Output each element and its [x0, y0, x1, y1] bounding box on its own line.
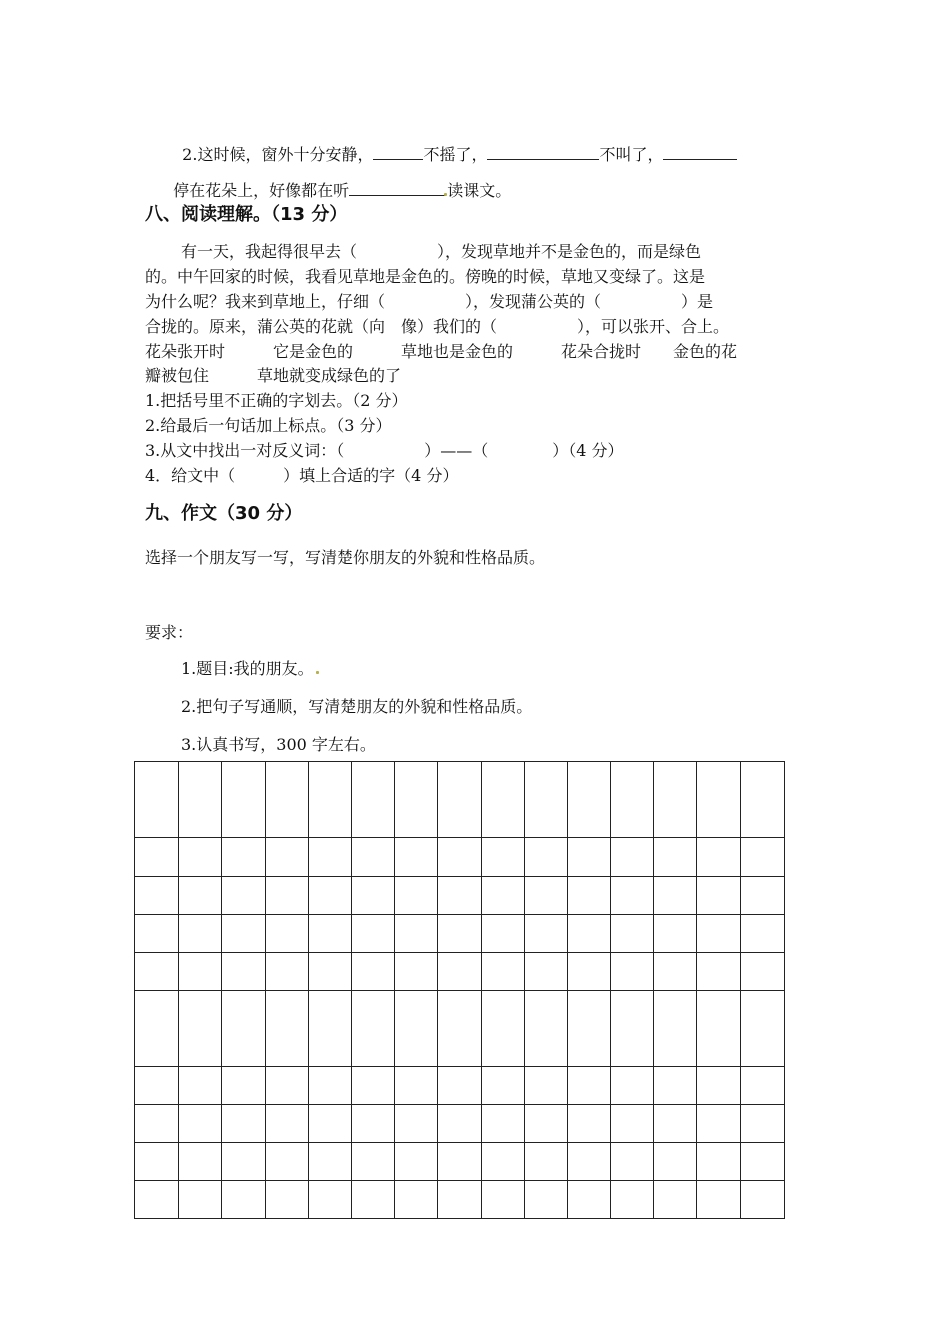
grid-cell[interactable]	[222, 762, 265, 838]
grid-cell[interactable]	[438, 1181, 481, 1219]
q7-line-1-text-c: 不叫了，	[599, 145, 664, 164]
grid-row	[135, 762, 785, 838]
grid-cell[interactable]	[179, 953, 222, 991]
grid-cell[interactable]	[265, 1067, 308, 1105]
grid-cell[interactable]	[179, 1181, 222, 1219]
grid-cell[interactable]	[481, 953, 524, 991]
grid-cell[interactable]	[611, 762, 654, 838]
grid-cell[interactable]	[222, 991, 265, 1067]
grid-cell[interactable]	[611, 1105, 654, 1143]
grid-cell[interactable]	[567, 991, 610, 1067]
writing-grid-body[interactable]	[135, 762, 785, 1219]
grid-cell[interactable]	[438, 953, 481, 991]
grid-cell[interactable]	[222, 1067, 265, 1105]
grid-cell[interactable]	[395, 953, 438, 991]
grid-cell[interactable]	[135, 838, 179, 877]
grid-cell[interactable]	[179, 877, 222, 915]
section-9-title: 九、作文（30 分）	[145, 503, 303, 524]
grid-cell[interactable]	[481, 1143, 524, 1181]
grid-cell[interactable]	[308, 1143, 351, 1181]
grid-cell[interactable]	[308, 838, 351, 877]
grid-cell[interactable]	[697, 762, 740, 838]
grid-cell[interactable]	[351, 1067, 394, 1105]
grid-cell[interactable]	[611, 1067, 654, 1105]
grid-cell[interactable]	[438, 838, 481, 877]
q7-line-1-text-a: 2.这时候，窗外十分安静，	[182, 145, 374, 164]
grid-cell[interactable]	[567, 915, 610, 953]
grid-cell[interactable]	[222, 1143, 265, 1181]
grid-cell[interactable]	[438, 1143, 481, 1181]
grid-cell[interactable]	[308, 953, 351, 991]
grid-cell[interactable]	[351, 1181, 394, 1219]
passage-line-3: 为什么呢？我来到草地上，仔细（ ），发现蒲公英的（ ）是	[145, 292, 714, 311]
grid-cell[interactable]	[179, 1143, 222, 1181]
grid-cell[interactable]	[265, 762, 308, 838]
grid-cell[interactable]	[567, 1067, 610, 1105]
grid-cell[interactable]	[654, 1105, 697, 1143]
passage-line-1: 有一天，我起得很早去（ ），发现草地并不是金色的，而是绿色	[181, 242, 702, 261]
grid-cell[interactable]	[611, 1143, 654, 1181]
grid-cell[interactable]	[438, 991, 481, 1067]
q7-line-1-text-b: 不摇了，	[423, 145, 488, 164]
grid-cell[interactable]	[654, 877, 697, 915]
grid-cell[interactable]	[740, 1181, 784, 1219]
grid-row	[135, 838, 785, 877]
grid-cell[interactable]	[351, 991, 394, 1067]
grid-row	[135, 1067, 785, 1105]
grid-cell[interactable]	[438, 877, 481, 915]
grid-cell[interactable]	[308, 877, 351, 915]
grid-cell[interactable]	[265, 838, 308, 877]
grid-cell[interactable]	[351, 1105, 394, 1143]
grid-cell[interactable]	[740, 762, 784, 838]
grid-cell[interactable]	[135, 1143, 179, 1181]
grid-cell[interactable]	[222, 1105, 265, 1143]
grid-cell[interactable]	[395, 762, 438, 838]
grid-cell[interactable]	[524, 762, 567, 838]
grid-cell[interactable]	[135, 1181, 179, 1219]
grid-cell[interactable]	[697, 838, 740, 877]
grid-cell[interactable]	[308, 915, 351, 953]
grid-cell[interactable]	[222, 1181, 265, 1219]
grid-cell[interactable]	[438, 762, 481, 838]
grid-cell[interactable]	[222, 915, 265, 953]
grid-cell[interactable]	[351, 877, 394, 915]
grid-cell[interactable]	[135, 915, 179, 953]
grid-cell[interactable]	[654, 1143, 697, 1181]
grid-cell[interactable]	[697, 1105, 740, 1143]
grid-cell[interactable]	[740, 915, 784, 953]
grid-cell[interactable]	[567, 1105, 610, 1143]
section-8-title: 八、阅读理解。（13 分）	[145, 204, 348, 225]
grid-cell[interactable]	[395, 1181, 438, 1219]
grid-row	[135, 915, 785, 953]
grid-cell[interactable]	[351, 915, 394, 953]
grid-cell[interactable]	[265, 1105, 308, 1143]
grid-cell[interactable]	[524, 991, 567, 1067]
grid-cell[interactable]	[611, 877, 654, 915]
grid-cell[interactable]	[740, 991, 784, 1067]
grid-cell[interactable]	[179, 1105, 222, 1143]
grid-cell[interactable]	[740, 953, 784, 991]
grid-cell[interactable]	[697, 991, 740, 1067]
grid-cell[interactable]	[395, 877, 438, 915]
grid-cell[interactable]	[524, 877, 567, 915]
grid-cell[interactable]	[308, 1181, 351, 1219]
grid-cell[interactable]	[481, 1067, 524, 1105]
grid-row	[135, 953, 785, 991]
grid-cell[interactable]	[524, 838, 567, 877]
question-4: 4．给文中（ ）填上合适的字（4 分）	[145, 466, 459, 485]
grid-cell[interactable]	[481, 877, 524, 915]
requirements-label: 要求：	[145, 623, 194, 642]
grid-cell[interactable]	[179, 838, 222, 877]
grid-cell[interactable]	[611, 953, 654, 991]
grid-cell[interactable]	[697, 915, 740, 953]
grid-cell[interactable]	[567, 1143, 610, 1181]
grid-cell[interactable]	[395, 838, 438, 877]
grid-cell[interactable]	[654, 953, 697, 991]
grid-cell[interactable]	[135, 953, 179, 991]
question-1: 1.把括号里不正确的字划去。（2 分）	[145, 391, 408, 410]
grid-cell[interactable]	[135, 762, 179, 838]
grid-cell[interactable]	[654, 1067, 697, 1105]
blank-3[interactable]	[663, 145, 737, 160]
grid-cell[interactable]	[395, 991, 438, 1067]
grid-cell[interactable]	[481, 762, 524, 838]
grid-cell[interactable]	[265, 991, 308, 1067]
grid-cell[interactable]	[524, 1105, 567, 1143]
grid-cell[interactable]	[308, 991, 351, 1067]
requirement-3: 3.认真书写，300 字左右。	[181, 735, 376, 754]
grid-cell[interactable]	[740, 1143, 784, 1181]
grid-cell[interactable]	[222, 877, 265, 915]
grid-cell[interactable]	[135, 877, 179, 915]
grid-cell[interactable]	[308, 1067, 351, 1105]
grid-cell[interactable]	[351, 953, 394, 991]
grid-cell[interactable]	[524, 1143, 567, 1181]
blank-2[interactable]	[487, 145, 599, 160]
grid-cell[interactable]	[740, 1067, 784, 1105]
grid-cell[interactable]	[524, 953, 567, 991]
requirement-1-text: 1.题目:我的朋友。	[181, 659, 314, 678]
grid-cell[interactable]	[265, 877, 308, 915]
composition-prompt: 选择一个朋友写一写，写清楚你朋友的外貌和性格品质。	[145, 548, 546, 567]
grid-cell[interactable]	[611, 991, 654, 1067]
grid-cell[interactable]	[481, 991, 524, 1067]
grid-cell[interactable]	[567, 877, 610, 915]
grid-cell[interactable]	[351, 1143, 394, 1181]
q7-line-2-text-a: 停在花朵上，好像都在听	[173, 181, 350, 200]
grid-cell[interactable]	[654, 991, 697, 1067]
grid-cell[interactable]	[654, 838, 697, 877]
grid-cell[interactable]	[654, 915, 697, 953]
requirement-2: 2.把句子写通顺，写清楚朋友的外貌和性格品质。	[181, 697, 533, 716]
grid-cell[interactable]	[481, 1181, 524, 1219]
blank-1[interactable]	[373, 145, 423, 160]
grid-cell[interactable]	[697, 877, 740, 915]
grid-row	[135, 991, 785, 1067]
passage-line-6: 瓣被包住 草地就变成绿色的了	[145, 366, 402, 385]
grid-cell[interactable]	[524, 1067, 567, 1105]
grid-cell[interactable]	[438, 1067, 481, 1105]
writing-grid[interactable]	[134, 761, 785, 1219]
grid-cell[interactable]	[697, 953, 740, 991]
grid-cell[interactable]	[265, 915, 308, 953]
grid-cell[interactable]	[567, 953, 610, 991]
grid-cell[interactable]	[179, 915, 222, 953]
grid-cell[interactable]	[179, 762, 222, 838]
grid-cell[interactable]	[265, 1181, 308, 1219]
grid-cell[interactable]	[395, 1067, 438, 1105]
grid-cell[interactable]	[481, 1105, 524, 1143]
grid-cell[interactable]	[524, 915, 567, 953]
grid-cell[interactable]	[438, 1105, 481, 1143]
grid-cell[interactable]	[438, 915, 481, 953]
grid-cell[interactable]	[351, 838, 394, 877]
question-3: 3.从文中找出一对反义词：（ ）——（ ）（4 分）	[145, 441, 624, 460]
grid-cell[interactable]	[135, 1105, 179, 1143]
grid-row	[135, 1181, 785, 1219]
grid-cell[interactable]	[395, 915, 438, 953]
question-2: 2.给最后一句话加上标点。（3 分）	[145, 416, 392, 435]
grid-cell[interactable]	[611, 915, 654, 953]
grid-row	[135, 877, 785, 915]
grid-cell[interactable]	[611, 838, 654, 877]
grid-cell[interactable]	[740, 877, 784, 915]
grid-cell[interactable]	[265, 953, 308, 991]
grid-cell[interactable]	[351, 762, 394, 838]
grid-cell[interactable]	[654, 762, 697, 838]
passage-line-4: 合拢的。原来，蒲公英的花就（向 像）我们的（ ），可以张开、合上。	[145, 317, 730, 336]
grid-cell[interactable]	[611, 1181, 654, 1219]
grid-cell[interactable]	[740, 838, 784, 877]
grid-cell[interactable]	[697, 1181, 740, 1219]
grid-cell[interactable]	[481, 838, 524, 877]
q7-line-2-text-b: 读课文。	[447, 181, 512, 200]
grid-cell[interactable]	[265, 1143, 308, 1181]
grid-cell[interactable]	[179, 991, 222, 1067]
grid-cell[interactable]	[395, 1105, 438, 1143]
q7-line-2	[163, 161, 511, 201]
grid-cell[interactable]	[567, 762, 610, 838]
grid-cell[interactable]	[395, 1143, 438, 1181]
q7-line-1	[172, 125, 737, 165]
passage-line-2: 的。中午回家的时候，我看见草地是金色的。傍晚的时候，草地又变绿了。这是	[145, 267, 706, 286]
blank-4[interactable]	[349, 181, 445, 196]
grid-cell[interactable]	[567, 1181, 610, 1219]
grid-row	[135, 1105, 785, 1143]
grid-cell[interactable]	[697, 1143, 740, 1181]
grid-cell[interactable]	[222, 838, 265, 877]
mark-dot	[316, 671, 319, 674]
grid-cell[interactable]	[308, 1105, 351, 1143]
grid-row	[135, 1143, 785, 1181]
grid-cell[interactable]	[654, 1181, 697, 1219]
requirement-1	[181, 659, 319, 679]
grid-cell[interactable]	[481, 915, 524, 953]
grid-cell[interactable]	[697, 1067, 740, 1105]
grid-cell[interactable]	[222, 953, 265, 991]
grid-cell[interactable]	[179, 1067, 222, 1105]
grid-cell[interactable]	[308, 762, 351, 838]
grid-cell[interactable]	[135, 1067, 179, 1105]
grid-cell[interactable]	[567, 838, 610, 877]
grid-cell[interactable]	[524, 1181, 567, 1219]
grid-cell[interactable]	[135, 991, 179, 1067]
passage-line-5: 花朵张开时 它是金色的 草地也是金色的 花朵合拢时 金色的花	[145, 342, 738, 361]
grid-cell[interactable]	[740, 1105, 784, 1143]
